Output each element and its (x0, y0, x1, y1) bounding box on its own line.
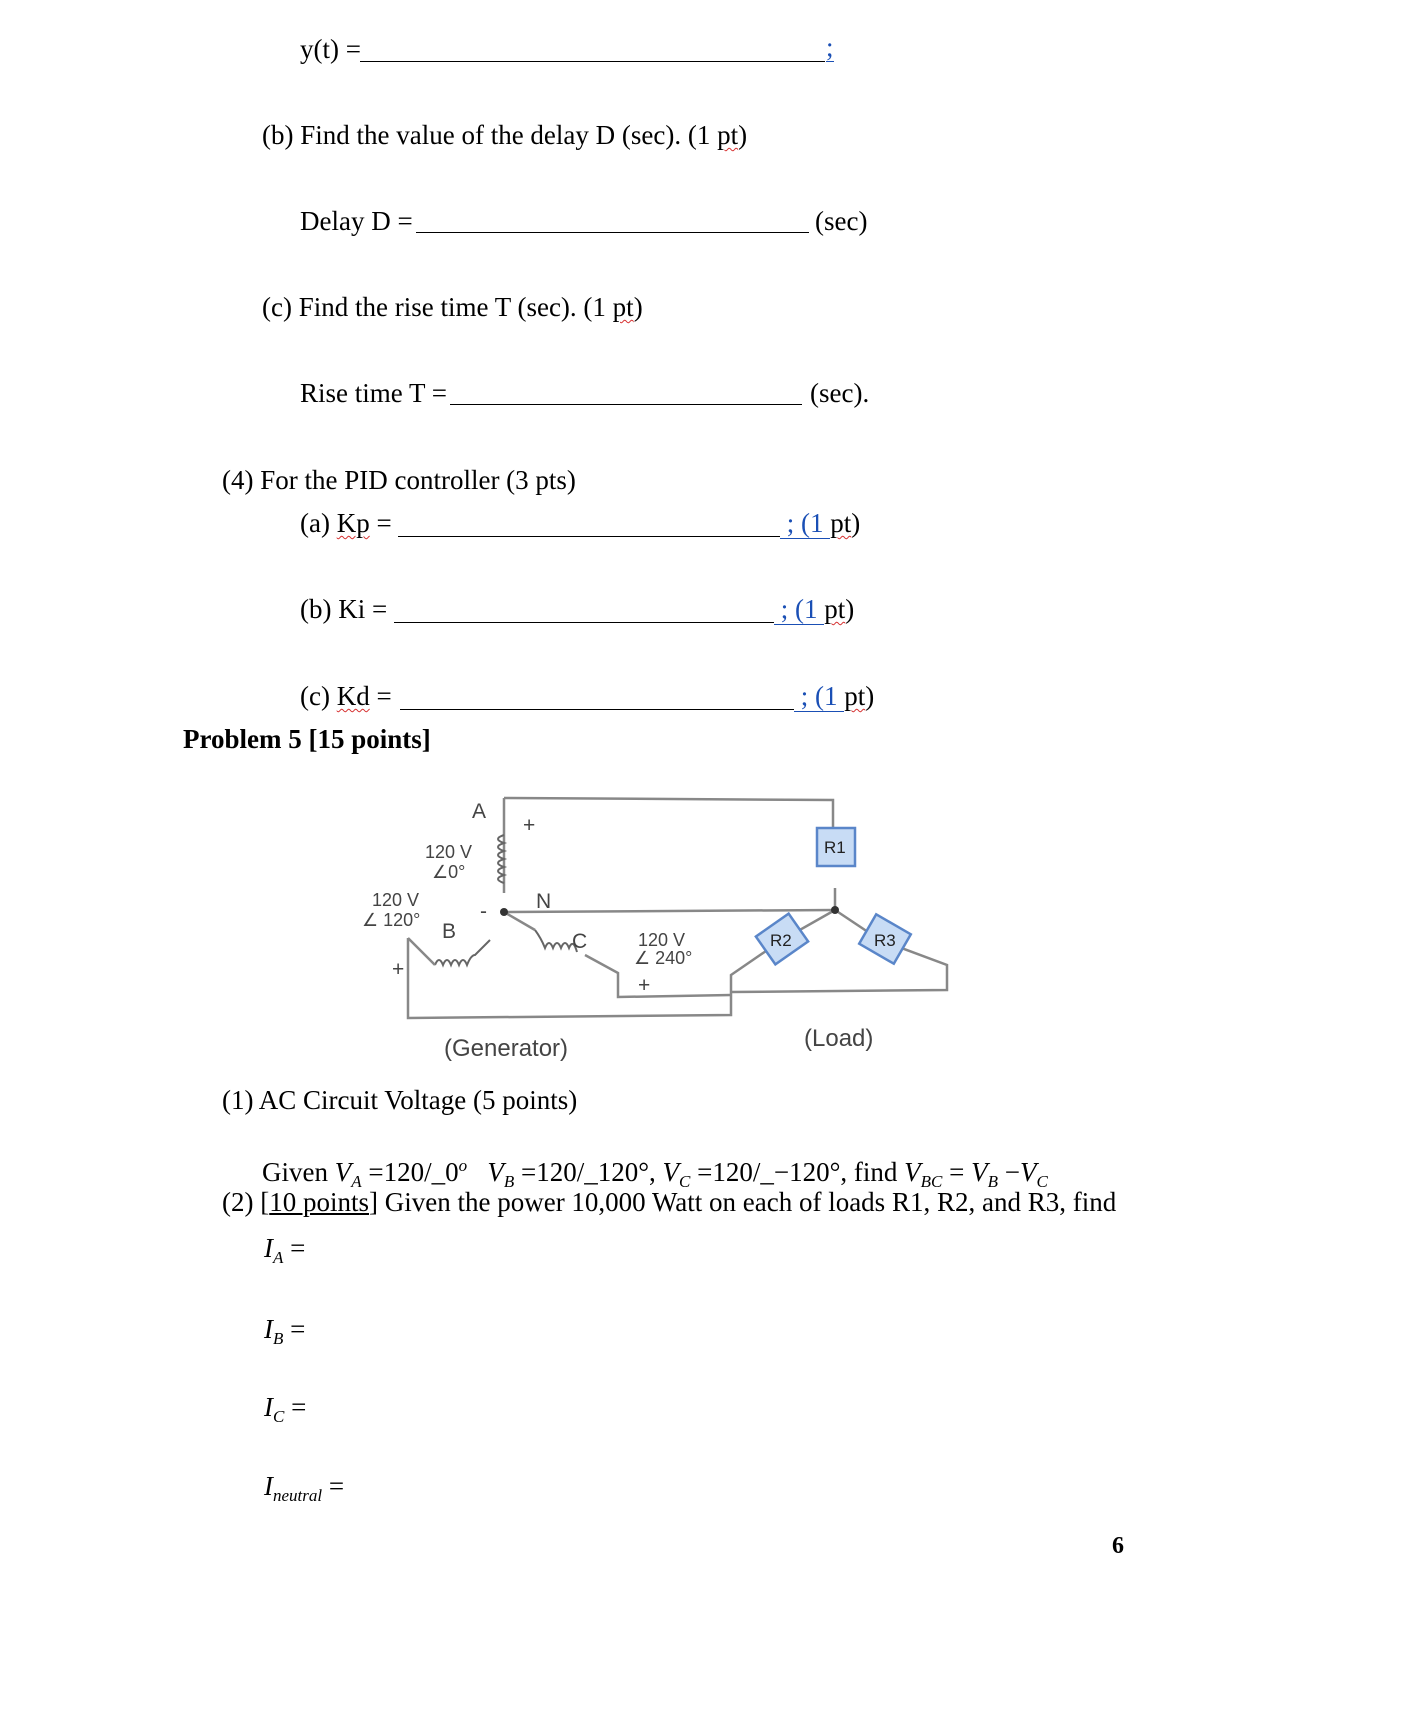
coil-a (498, 835, 504, 883)
coil-c (535, 930, 577, 952)
r1-label: R1 (824, 838, 846, 857)
question-c-rise-time: (c) Find the rise time T (sec). (1 pt) (262, 292, 643, 322)
ki-points: ; (1 pt) (774, 593, 854, 625)
rise-time-label: Rise time T = (300, 378, 447, 408)
va-angle: ∠0° (432, 862, 466, 882)
kd-points: ; (1 pt) (794, 680, 874, 712)
va-magnitude: 120 V (425, 842, 473, 862)
vb-angle: ∠ 120° (362, 910, 421, 930)
kp-answer-line[interactable] (398, 536, 780, 537)
current-ib[interactable]: $I_B$ = (264, 1314, 306, 1348)
rise-time-unit: (sec). (810, 378, 870, 408)
kd-label: (c) Kd = (300, 681, 392, 711)
label-a: A (472, 800, 487, 823)
given-voltages: Given $V_A$ $=120/\_0^o$ $V_B$ =120/_120°, $V_C$ =120/_−120°, find $V_{BC} = V_B -V_C$ (262, 1156, 1048, 1191)
vc-magnitude: 120 V (638, 930, 686, 950)
three-phase-circuit-diagram (362, 800, 1060, 1180)
minus-a: - (480, 900, 487, 923)
current-ic[interactable]: $I_C$ = (264, 1392, 307, 1426)
delay-unit: (sec) (815, 206, 868, 236)
load-label: (Load) (804, 1025, 874, 1052)
page-number: 6 (1112, 1533, 1124, 1559)
label-c: C (572, 930, 588, 953)
label-n: N (536, 890, 552, 913)
yt-semicolon: ; (826, 32, 834, 62)
r3-label: R3 (874, 931, 896, 950)
vb-magnitude: 120 V (372, 890, 420, 910)
plus-b: + (392, 958, 405, 981)
yt-answer-line[interactable] (360, 61, 825, 62)
kd-answer-line[interactable] (400, 709, 794, 710)
r2-label: R2 (770, 931, 792, 950)
current-neutral[interactable]: $I_{neutral}$ = (264, 1471, 345, 1505)
yt-label: y(t) = (300, 34, 361, 64)
kp-points: ; (1 pt) (780, 507, 860, 539)
coil-b (435, 940, 490, 965)
delay-answer-line[interactable] (416, 232, 809, 233)
ki-answer-line[interactable] (394, 622, 774, 623)
question-2-currents: (2) [10 points] Given the power 10,000 Watt on each of loads R1, R2, and R3, find (222, 1187, 1117, 1217)
pid-heading: (4) For the PID controller (3 pts) (222, 465, 576, 495)
kp-label: (a) Kp = (300, 508, 392, 538)
question-1-ac-voltage: (1) AC Circuit Voltage (5 points) (222, 1085, 578, 1115)
vc-angle: ∠ 240° (634, 948, 693, 968)
problem-5-title: Problem 5 [15 points] (183, 724, 431, 754)
rise-time-answer-line[interactable] (450, 404, 802, 405)
label-b: B (442, 920, 457, 943)
generator-label: (Generator) (444, 1035, 569, 1062)
question-b-delay: (b) Find the value of the delay D (sec). (1 pt) (262, 120, 748, 150)
plus-a: + (523, 814, 536, 837)
ki-label: (b) Ki = (300, 594, 388, 624)
current-ia[interactable]: $I_A$ = (264, 1233, 306, 1267)
delay-label: Delay D = (300, 206, 413, 236)
plus-c: + (638, 974, 651, 997)
